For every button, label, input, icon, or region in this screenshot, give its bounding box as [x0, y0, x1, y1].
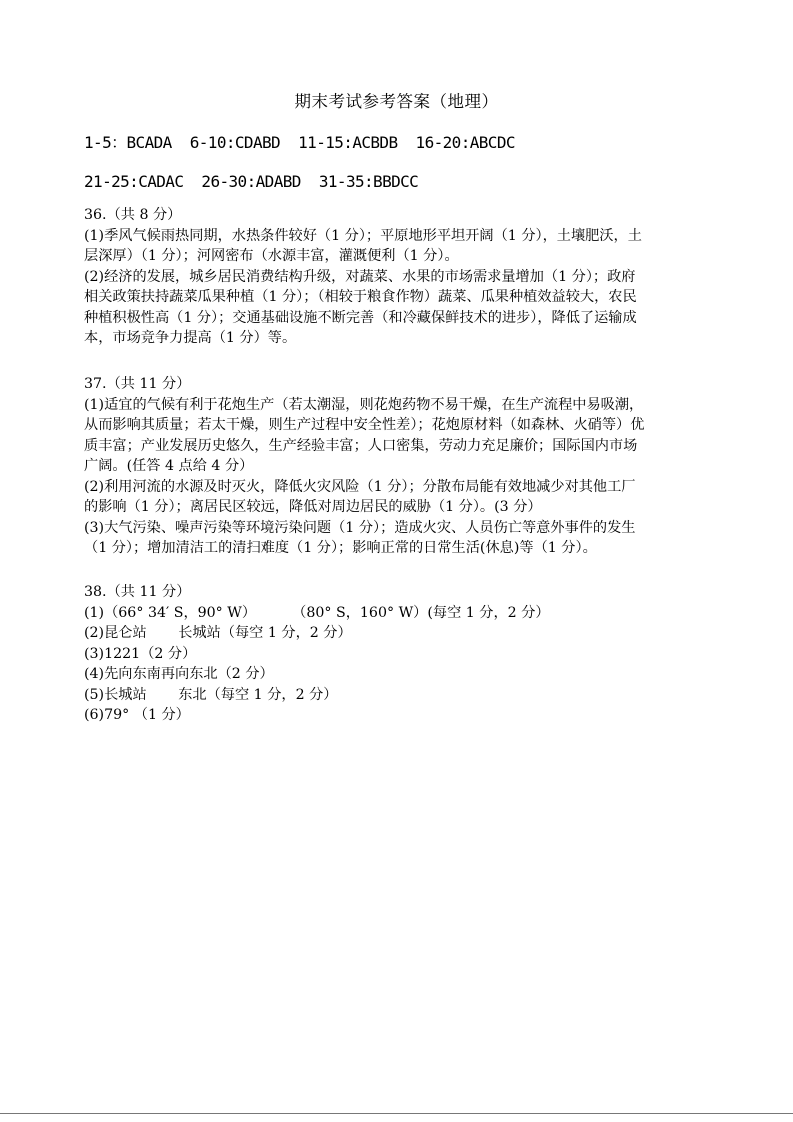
question-37-line: （1 分）；增加清洁工的清扫难度（1 分）；影响正常的日常生活(休息)等（1 分）。 — [84, 540, 597, 556]
page-title: 期末考试参考答案（地理） — [294, 92, 499, 111]
page-bottom-divider — [0, 1113, 793, 1114]
question-38-section — [84, 582, 714, 726]
question-36-line: 本，市场竞争力提高（1 分）等。 — [84, 330, 297, 346]
question-38-heading: 38.（共 11 分） — [84, 584, 191, 600]
question-36-line: 种植积极性高（1 分）；交通基础设施不断完善（和冷藏保鲜技术的进步），降低了运输成 — [84, 309, 637, 326]
question-37-line: 从而影响其质量；若太干燥，则生产过程中安全性差）；花炮原材料（如森林、火硝等）优 — [84, 417, 645, 433]
question-36-line: 相关政策扶持蔬菜瓜果种植（1 分）；（相较于粮食作物）蔬菜、瓜果种植效益较大，农民 — [84, 289, 637, 305]
question-36-line: (2)经济的发展，城乡居民消费结构升级，对蔬菜、水果的市场需求量增加（1 分）；政府 — [84, 268, 636, 285]
question-37-line: (2)利用河流的水源及时灭火，降低火灾风险（1 分）；分散布局能有效地减少对其他工厂 — [84, 478, 636, 495]
choice-answers-line-2: 21-25:CADAC 26-30:ADABD 31-35:BBDCC — [84, 172, 419, 191]
question-38-line: (5)长城站 东北（每空 1 分，2 分） — [84, 686, 338, 703]
choice-answers-line-1: 1-5：BCADA 6-10:CDABD 11-15:ACBDB 16-20:ABCDC — [84, 133, 515, 152]
question-38-line: (3)1221（2 分） — [84, 645, 197, 662]
question-37-line: 质丰富；产业发展历史悠久，生产经验丰富；人口密集，劳动力充足廉价；国际国内市场 — [84, 437, 638, 454]
question-36-line: (1)季风气候雨热同期，水热条件较好（1 分）；平原地形平坦开阔（1 分），土壤肥沃，土 — [84, 227, 642, 244]
question-38-line: (2)昆仑站 长城站（每空 1 分，2 分） — [84, 625, 352, 641]
question-37-section — [84, 374, 714, 559]
question-38-line: (6)79° （1 分） — [84, 707, 190, 723]
question-37-line: 广阔。(任答 4 点给 4 分） — [84, 458, 254, 474]
question-38-line: (1)（66° 34′ S，90° W） （80° S，160° W）(每空 1 分，2 分） — [84, 604, 550, 621]
question-37-line: (3)大气污染、噪声污染等环境污染问题（1 分）；造成火灾、人员伤亡等意外事件的发生 — [84, 519, 636, 536]
question-37-line: (1)适宜的气候有利于花炮生产（若太潮湿，则花炮药物不易干燥，在生产流程中易吸潮， — [84, 396, 644, 413]
question-37-line: 的影响（1 分）；离居民区较远，降低对周边居民的威胁（1 分）。(3 分） — [84, 499, 542, 515]
question-36-heading: 36.（共 8 分） — [84, 207, 182, 223]
question-38-line: (4)先向东南再向东北（2 分） — [84, 666, 274, 682]
question-36-section — [84, 205, 714, 349]
question-36-line: 层深厚）（1 分）；河网密布（水源丰富，灌溉便利（1 分）。 — [84, 248, 459, 264]
question-37-heading: 37.（共 11 分） — [84, 376, 191, 392]
